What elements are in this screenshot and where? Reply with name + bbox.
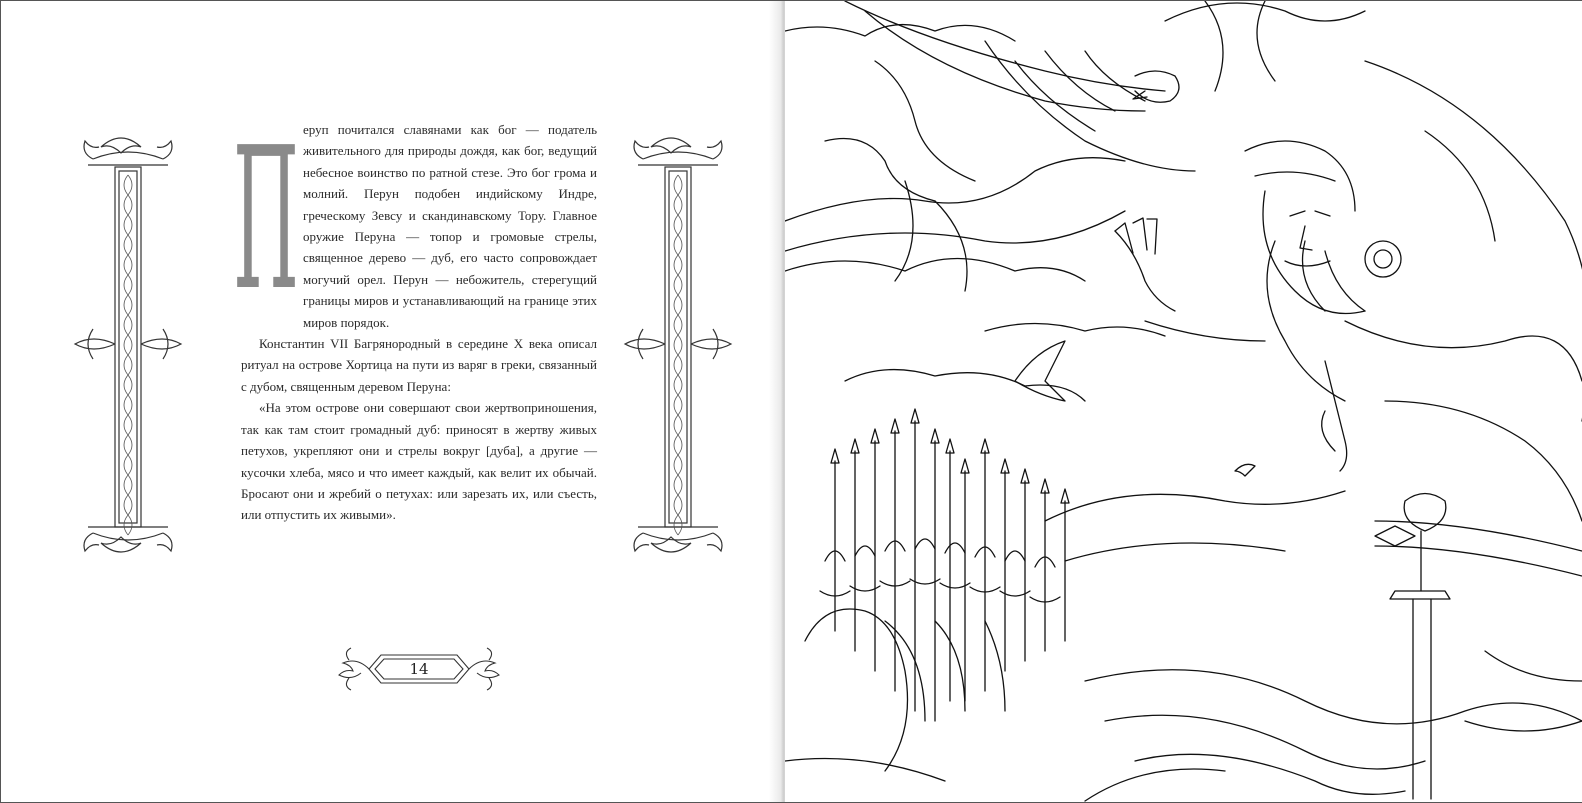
perun-illustration xyxy=(785,1,1582,802)
paragraph-2: Константин VII Багрянородный в середине X века описал ритуал на острове Хортица на пути из варяг в греки, связанный с дубом, священным деревом Перуна: xyxy=(241,336,597,394)
right-page xyxy=(785,1,1582,802)
left-page xyxy=(1,1,783,802)
paragraph-3: «На этом острове они совершают свои жертвоприношения, так как там стоит громадный дуб: приносят в жертву живых петухов, укрепляют они и стрелы вокруг [дуба], а другие — кусочки хлеба, мясо и что имеет каждый, как велит их обычай. Бросают они и жребий о петухах: или зарезать их, или съесть, или отпустить их живыми». xyxy=(241,400,597,523)
page-number-plaque xyxy=(329,646,509,692)
left-ornamental-border xyxy=(63,129,193,559)
body-text xyxy=(241,119,597,526)
page-number: 14 xyxy=(409,660,429,678)
paragraph-1: еруп почитался славянами как бог — податель живительного для природы дождя, как бог, ведущий небесное воинство по ратной стезе. Это бог грома и молний. Перун подобен индийскому Индре, греческому Зевсу и скандинавскому Тору. Главное оружие Перуна — топор и громовые стрелы, священное дерево — дуб, его часто сопровождает могучий орел. Перун — небожитель, стерегущий границы миров и устанавливающий на границе этих миров порядок. xyxy=(303,122,597,330)
drop-cap-letter: П xyxy=(233,119,299,301)
right-ornamental-border xyxy=(613,129,743,559)
